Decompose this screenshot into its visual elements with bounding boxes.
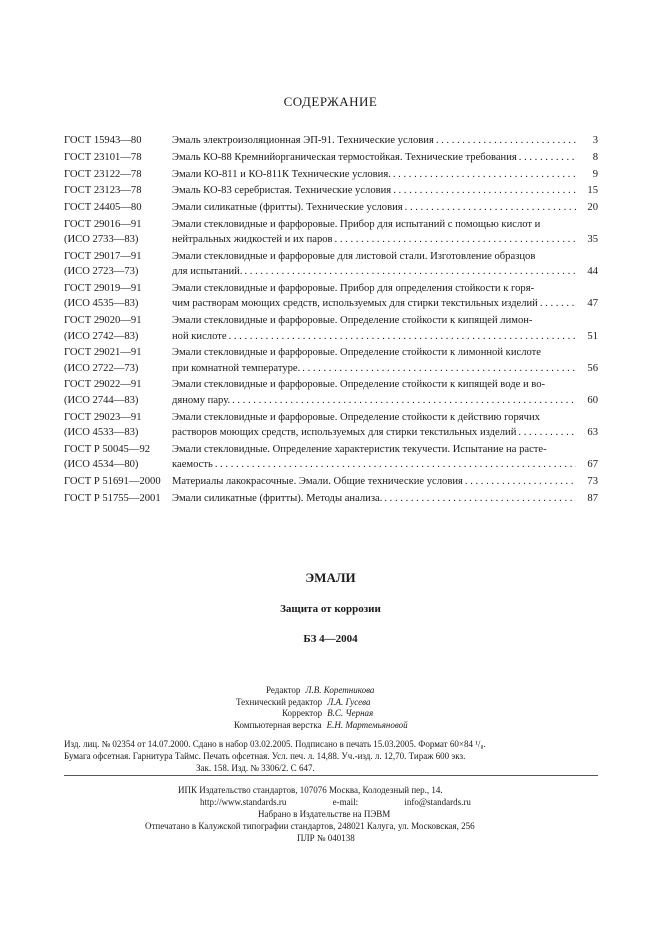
publisher-line: http://www.standards.ru e-mail: info@standards.ru [200, 797, 471, 807]
toc-body [172, 183, 598, 198]
dot-leader [232, 393, 576, 408]
toc-title-text: чим растворам моющих средств, используемых для стирки текстильных изделий [172, 298, 538, 310]
toc-entry [64, 167, 598, 182]
toc-body [172, 200, 598, 215]
page-number: 3 [592, 135, 598, 146]
toc-body [172, 249, 598, 280]
toc-body [172, 281, 598, 312]
standard-number: ГОСТ 23101—78 [64, 151, 142, 163]
toc-entry [64, 200, 598, 215]
toc-code [64, 200, 172, 215]
toc-code [64, 217, 172, 248]
page-number: 56 [587, 362, 598, 374]
toc-line [172, 457, 598, 472]
standard-number: ГОСТ 29021—91 [64, 347, 142, 359]
toc-title-text: дяному пару. [172, 394, 231, 406]
toc-line [172, 217, 598, 232]
page-number: 73 [587, 475, 598, 487]
standard-number: ГОСТ 23122—78 [64, 168, 142, 180]
toc-code [64, 345, 172, 376]
toc-title-text: Эмали силикатные (фритты). Методы анализа. [172, 492, 383, 504]
publisher-line: Набрано в Издательстве на ПЭВМ [258, 809, 391, 819]
toc-entry [64, 313, 598, 344]
iso-number: (ИСО 2723—73) [64, 266, 139, 278]
standard-number: ГОСТ 15943—80 [64, 135, 142, 146]
credit-layout [0, 720, 661, 732]
credit-editor [0, 685, 661, 697]
toc-line [172, 410, 598, 425]
toc-title-text: Эмали стекловидные и фарфоровые для листовой стали. Изготовление образцов [172, 251, 536, 263]
toc-title-text: растворов моющих средств, используемых для стирки текстильных изделий [172, 426, 517, 438]
standard-number: ГОСТ 29019—91 [64, 283, 142, 295]
toc-title-text: Эмали стекловидные и фарфоровые. Определение стойкости к кипящей лимон- [172, 315, 533, 327]
publisher-line: ПЛР № 040138 [297, 833, 355, 843]
toc-code [64, 133, 172, 148]
dot-leader [519, 150, 576, 165]
imprint-line: Изд. лиц. № 02354 от 14.07.2000. Сдано в набор 03.02.2005. Подписано в печать 15.03.2005. Формат 60×84 ¹/₈. [64, 739, 486, 749]
toc-entry [64, 345, 598, 376]
page-number: 60 [587, 394, 598, 406]
toc-line [172, 296, 598, 311]
toc-body [172, 313, 598, 344]
page-number: 8 [592, 151, 598, 163]
toc-body [172, 167, 598, 182]
toc-code [64, 150, 172, 165]
toc-code [64, 377, 172, 408]
toc-line [172, 345, 598, 360]
page-title: СОДЕРЖАНИЕ [283, 94, 378, 109]
page-number: 44 [587, 266, 598, 278]
toc-title-text: Эмали силикатные (фритты). Технические условия [172, 202, 403, 214]
iso-number: (ИСО 2733—83) [64, 234, 139, 246]
iso-number: (ИСО 4533—83) [64, 426, 139, 438]
toc-title-text: Эмали стекловидные и фарфоровые. Прибор для определения стойкости к горя- [172, 283, 535, 295]
toc-title-text: каемость [172, 458, 213, 470]
publisher-line: ИПК Издательство стандартов, 107076 Москва, Колодезный пер., 14. [178, 785, 443, 795]
toc-line [172, 361, 598, 376]
credit-name: Л.А. Гусева [327, 696, 371, 707]
standard-number: ГОСТ 29017—91 [64, 251, 142, 263]
toc-body [172, 150, 598, 165]
page-number: 51 [587, 330, 598, 342]
dot-leader [540, 296, 576, 311]
toc-body [172, 442, 598, 473]
toc-line [172, 200, 598, 215]
divider [64, 775, 598, 776]
toc-title-text: Эмаль КО-88 Кремнийорганическая термостойкая. Технические требования [172, 151, 517, 163]
toc-line [172, 313, 598, 328]
toc-line [172, 491, 598, 506]
toc-line [172, 393, 598, 408]
credit-role: Корректор [282, 708, 323, 719]
toc-code [64, 410, 172, 441]
page-number: 35 [587, 234, 598, 246]
page-number: 15 [587, 185, 598, 197]
toc-line [172, 377, 598, 392]
imprint-line: Зак. 158. Изд. № 3306/2. С 647. [196, 762, 315, 773]
dot-leader [393, 183, 576, 198]
page-number: 20 [587, 202, 598, 214]
toc-entry [64, 474, 598, 489]
toc-title-text: Эмаль КО-83 серебристая. Технические условия [172, 185, 392, 197]
toc-entry [64, 133, 598, 148]
credit-tech-editor [0, 697, 661, 709]
credit-name: В.С. Черная [327, 708, 374, 719]
credit-role: Редактор [266, 685, 301, 695]
dot-leader [215, 457, 576, 472]
toc-body [172, 474, 598, 489]
toc-body [172, 345, 598, 376]
toc-entry [64, 281, 598, 312]
standard-number: ГОСТ 29022—91 [64, 379, 142, 391]
toc-entry [64, 150, 598, 165]
credit-name: Л.В. Коретникова [305, 685, 375, 695]
imprint-line: Бумага офсетная. Гарнитура Таймс. Печать офсетная. Усл. печ. л. 14,88. Уч.-изд. л. 12,70. Тираж 600 экз. [64, 750, 466, 761]
toc-code [64, 167, 172, 182]
toc-title-text: Эмали стекловидные и фарфоровые. Определение стойкости к действию горячих [172, 411, 540, 423]
page-number: 87 [587, 492, 598, 504]
toc-entry [64, 491, 598, 506]
toc-line [172, 167, 598, 182]
section-subtitle: Защита от коррозии [280, 603, 381, 615]
toc-line [172, 133, 598, 148]
standard-number: ГОСТ Р 50045—92 [64, 443, 151, 455]
dot-leader [393, 167, 576, 182]
publisher-info [0, 784, 661, 844]
toc-line [172, 249, 598, 264]
toc-body [172, 410, 598, 441]
toc-code [64, 442, 172, 473]
toc-line [172, 232, 598, 247]
toc-title-text: для испытаний. [172, 266, 243, 278]
dot-leader [229, 329, 576, 344]
standard-number: ГОСТ 29016—91 [64, 218, 142, 230]
credit-role: Компьютерная верстка [234, 719, 322, 730]
iso-number: (ИСО 4535—83) [64, 298, 139, 310]
toc-code [64, 313, 172, 344]
toc-line [172, 264, 598, 279]
credit-name: Е.Н. Мартемьяновой [326, 719, 408, 730]
standard-number: ГОСТ 23123—78 [64, 185, 142, 197]
iso-number: (ИСО 2742—83) [64, 330, 139, 342]
iso-number: (ИСО 4534—80) [64, 458, 139, 470]
toc-line [172, 150, 598, 165]
toc-body [172, 133, 598, 148]
toc-code [64, 491, 172, 506]
standard-number: ГОСТ 24405—80 [64, 202, 142, 214]
bz-number: БЗ 4—2004 [303, 633, 358, 645]
toc-body [172, 217, 598, 248]
page-number: 63 [587, 426, 598, 438]
page-number: 47 [587, 298, 598, 310]
toc-entry [64, 410, 598, 441]
page-number: 9 [592, 168, 598, 180]
toc-body [172, 377, 598, 408]
toc-line [172, 442, 598, 457]
toc-entry [64, 217, 598, 248]
toc-line [172, 329, 598, 344]
standard-number: ГОСТ Р 51755—2001 [64, 492, 161, 504]
credit-corrector [0, 708, 661, 720]
imprint [64, 739, 598, 774]
standard-number: ГОСТ 29023—91 [64, 411, 142, 423]
dot-leader [244, 264, 576, 279]
toc-title-text: Эмали КО-811 и КО-811К Технические условия. [172, 168, 391, 180]
credit-role: Технический редактор [236, 696, 323, 707]
standard-number: ГОСТ Р 51691—2000 [64, 475, 161, 487]
toc-entry [64, 183, 598, 198]
toc-line [172, 425, 598, 440]
dot-leader [405, 200, 576, 215]
section-title: ЭМАЛИ [305, 570, 356, 585]
toc-line [172, 281, 598, 296]
table-of-contents [64, 133, 598, 507]
toc-entry [64, 249, 598, 280]
standard-number: ГОСТ 29020—91 [64, 315, 142, 327]
toc-title-text: Эмали стекловидные. Определение характеристик текучести. Испытание на расте- [172, 443, 547, 455]
iso-number: (ИСО 2744—83) [64, 394, 139, 406]
toc-entry [64, 442, 598, 473]
toc-code [64, 249, 172, 280]
toc-line [172, 183, 598, 198]
toc-body [172, 491, 598, 506]
toc-title-text: Эмали стекловидные и фарфоровые. Прибор для испытаний с помощью кислот и [172, 218, 541, 230]
iso-number: (ИСО 2722—73) [64, 362, 139, 374]
toc-title-text: Эмаль электроизоляционная ЭП-91. Технические условия [172, 135, 434, 146]
toc-title-text: Материалы лакокрасочные. Эмали. Общие технические условия [172, 475, 463, 487]
toc-title-text: нейтральных жидкостей и их паров [172, 234, 333, 246]
toc-title-text: при комнатной температуре. [172, 362, 301, 374]
toc-code [64, 183, 172, 198]
toc-code [64, 474, 172, 489]
dot-leader [465, 474, 576, 489]
dot-leader [302, 361, 576, 376]
credits [0, 685, 661, 731]
dot-leader [384, 491, 576, 506]
dot-leader [436, 133, 576, 148]
dot-leader [335, 232, 576, 247]
dot-leader [518, 425, 576, 440]
toc-line [172, 474, 598, 489]
toc-code [64, 281, 172, 312]
toc-title-text: Эмали стекловидные и фарфоровые. Определение стойкости к лимонной кислоте [172, 347, 541, 359]
toc-title-text: Эмали стекловидные и фарфоровые. Определение стойкости к кипящей воде и во- [172, 379, 546, 391]
toc-entry [64, 377, 598, 408]
page-number: 67 [587, 458, 598, 470]
publisher-line: Отпечатано в Калужской типографии стандартов, 248021 Калуга, ул. Московская, 256 [145, 821, 475, 831]
toc-title-text: ной кислоте [172, 330, 227, 342]
